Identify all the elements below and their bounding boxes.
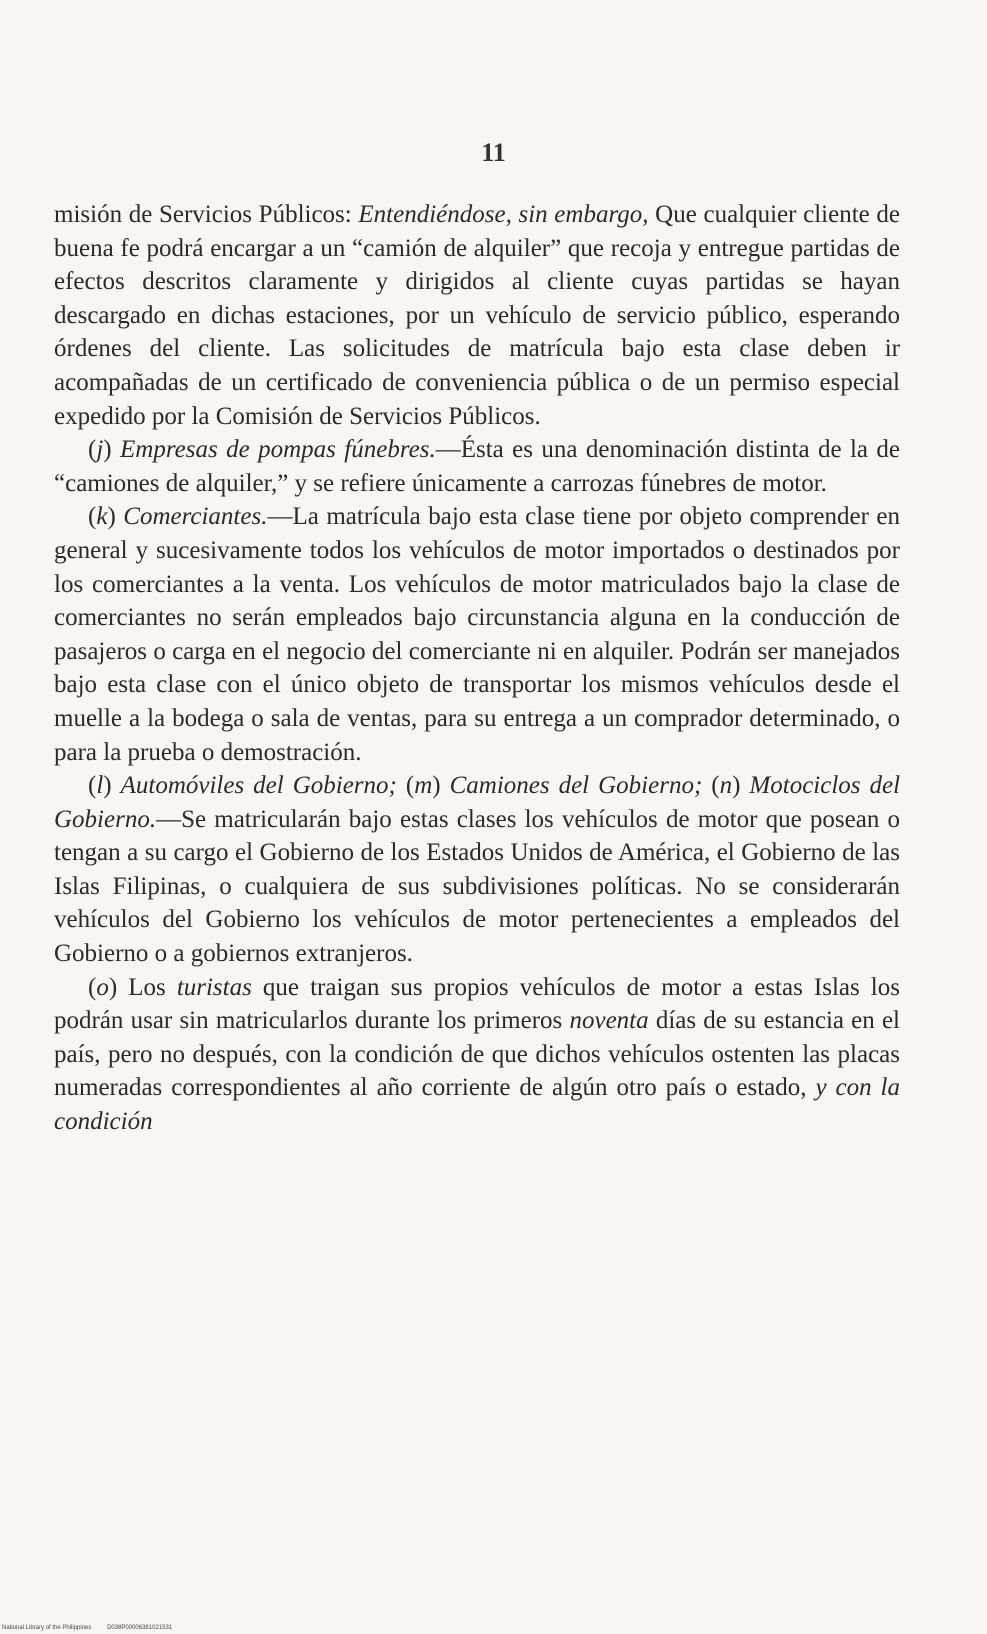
italic-text-run: o: [96, 973, 109, 1001]
paragraph: [54, 971, 900, 1139]
text-run: —Ésta es una denominación distinta de la de “camiones de alquiler,” y se refiere únicamente a carrozas fúnebres de motor.: [54, 436, 900, 497]
text-run: ) Los: [108, 973, 177, 1001]
italic-text-run: turistas: [176, 973, 252, 1001]
text-run: (: [88, 436, 97, 464]
italic-text-run: k: [96, 503, 108, 531]
text-run: (: [702, 772, 720, 800]
text-run: (: [396, 772, 415, 800]
italic-text-run: Motociclos del Gobierno.: [54, 772, 901, 833]
footer-library: National Library of the Philippines: [2, 1625, 92, 1631]
text-run: que traigan sus propios vehículos de motor a estas Islas los podrán usar sin matricularlos durante los primeros: [54, 973, 900, 1035]
text-run: (: [88, 772, 97, 800]
paragraph: [54, 769, 900, 971]
italic-text-run: n: [719, 772, 733, 800]
text-run: —La matrícula bajo esta clase tiene por objeto comprender en general y sucesivamente todos los vehículos de motor importados o destinados por los comerciantes a la venta. Los vehículos de motor matriculados bajo la clase de comerciantes no serán empleados bajo circunstancia alguna en la conducción de pasajeros o carga en el negocio del comerciante ni en alquiler. Podrán ser manejados bajo esta clase con el único objeto de transportar los mismos vehículos desde el muelle a la bodega o sala de ventas, para su entrega a un comprador determinado, o para la prueba o demostración.: [54, 503, 900, 766]
italic-text-run: y con la condición: [54, 1074, 900, 1136]
text-run: ): [103, 436, 121, 464]
italic-text-run: j: [96, 436, 104, 464]
text-run: ): [103, 772, 121, 800]
text-run: —Se matricularán bajo estas clases los vehículos de motor que posean o tengan a su cargo el Gobierno de los Estados Unidos de América, el Gobierno de las Islas Filipinas, o cualquiera de sus subdivisiones políticas. No se considerarán vehículos del Gobierno los vehículos de motor pertenecientes a empleados del Gobierno o a gobiernos extranjeros.: [54, 805, 900, 968]
italic-text-run: Automóviles del Gobierno;: [120, 772, 397, 800]
paragraph: [54, 433, 900, 500]
italic-text-run: Comerciantes.: [123, 503, 268, 531]
text-run: ): [432, 772, 450, 800]
footer-code: D038P00006381021531: [107, 1625, 173, 1631]
italic-text-run: l: [96, 772, 104, 800]
italic-text-run: m: [414, 772, 433, 800]
body-text: [54, 198, 900, 1139]
footer-metadata: [2, 1625, 186, 1631]
italic-text-run: Empresas de pompas fúnebres.: [120, 436, 436, 464]
italic-text-run: Camiones del Gobierno;: [449, 772, 703, 800]
paragraph: [54, 500, 900, 769]
text-run: ): [107, 503, 124, 531]
text-run: misión de Servicios Públicos:: [54, 201, 359, 228]
text-run: (: [88, 503, 97, 531]
page-number: 11: [481, 138, 506, 167]
text-run: ): [732, 772, 750, 800]
text-run: Que cualquier cliente de buena fe podrá encargar a un “camión de alquiler” que recoja y entregue partidas de efectos descritos claramente y dirigidos al cliente cuyas partidas se hayan descargado en dichas estaciones, por un vehículo de servicio público, esperando órdenes del cliente. Las solicitudes de matrícula bajo esta clase deben ir acompañadas de un certificado de conveniencia pública o de un permiso especial expedido por la Comisión de Servicios Públicos.: [54, 201, 900, 430]
paragraph: [54, 198, 900, 433]
italic-text-run: Entendiéndose, sin embargo,: [358, 201, 649, 228]
text-run: días de su estancia en el país, pero no después, con la condición de que dichos vehículos ostenten las placas numeradas correspondientes al año corriente de algún otro país o estado,: [54, 1007, 900, 1102]
italic-text-run: noventa: [569, 1007, 649, 1035]
text-run: (: [88, 973, 97, 1001]
